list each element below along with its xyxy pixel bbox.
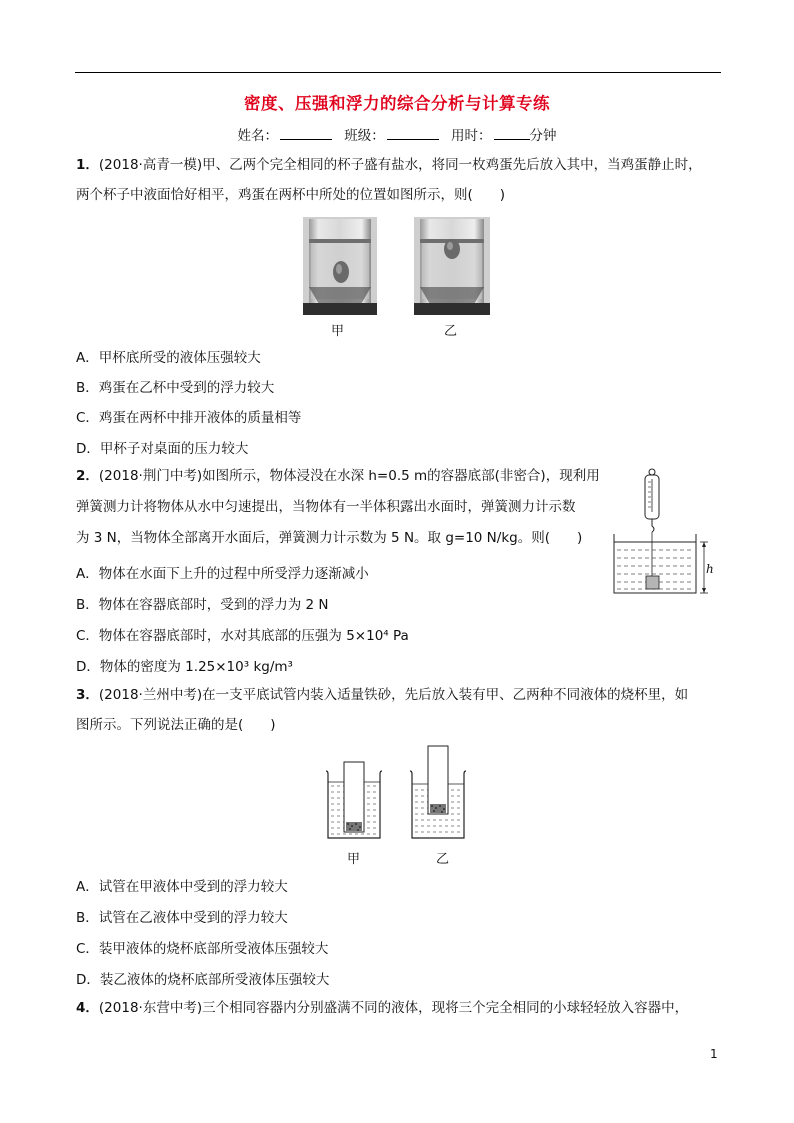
q1-number: 1． [76, 157, 99, 173]
header-rule [75, 72, 721, 73]
spring-scale-figure [612, 466, 718, 596]
page-title: 密度、压强和浮力的综合分析与计算专练 [244, 94, 550, 113]
q1-line1 [76, 156, 702, 174]
q2-option-d[interactable]: D．物体的密度为 1.25×10³ kg/m³ [76, 659, 293, 675]
q2-option-b[interactable]: B．物体在容器底部时，受到的浮力为 2 N [76, 597, 329, 613]
q3-number: 3． [76, 687, 99, 703]
q3-label-yi: 乙 [436, 852, 450, 867]
q4-text-1: (2018·东营中考)三个相同容器内分别盛满不同的液体，现将三个完全相同的小球轻轻放入容器中， [98, 1000, 689, 1016]
q1-text-1: (2018·高青一模)甲、乙两个完全相同的杯子盛有盐水，将同一枚鸡蛋先后放入其中，当鸡蛋静止时， [98, 157, 702, 173]
q3-line2: 图所示。下列说法正确的是( ) [76, 717, 276, 733]
time-unit: 分钟 [529, 128, 557, 144]
q2-number: 2． [76, 468, 99, 484]
q3-option-a[interactable]: A．试管在甲液体中受到的浮力较大 [76, 879, 288, 895]
q1-label-yi: 乙 [444, 324, 458, 339]
q1-option-d[interactable]: D．甲杯子对桌面的压力较大 [76, 441, 249, 457]
q2-line1 [76, 467, 600, 485]
q2-option-c[interactable]: C．物体在容器底部时，水对其底部的压强为 5×10⁴ Pa [76, 628, 409, 644]
class-blank[interactable] [387, 125, 439, 140]
q2-text-1: (2018·荆门中考)如图所示，物体浸没在水深 h=0.5 m的容器底部(非密合)，现利用 [98, 468, 600, 484]
q1-label-jia: 甲 [331, 324, 345, 339]
q3-option-b[interactable]: B．试管在乙液体中受到的浮力较大 [76, 910, 288, 926]
time-label: 用时： [451, 128, 492, 144]
beakers-figure [322, 744, 472, 844]
q4-number: 4． [76, 1000, 99, 1016]
q2-option-a[interactable]: A．物体在水面下上升的过程中所受浮力逐渐减小 [76, 566, 369, 582]
q2-line3: 为 3 N，当物体全部离开水面后，弹簧测力计示数为 5 N。取 g=10 N/kg。则( ) [76, 530, 583, 546]
glass-photo-jia [303, 217, 377, 315]
name-blank[interactable] [280, 125, 332, 140]
q3-option-c[interactable]: C．装甲液体的烧杯底部所受液体压强较大 [76, 941, 329, 957]
q1-line2: 两个杯子中液面恰好相平，鸡蛋在两杯中所处的位置如图所示，则( ) [76, 187, 506, 203]
q1-option-c[interactable]: C．鸡蛋在两杯中排开液体的质量相等 [76, 410, 302, 426]
q2-line2: 弹簧测力计将物体从水中匀速提出，当物体有一半体积露出水面时，弹簧测力计示数 [76, 499, 576, 515]
q3-text-1: (2018·兰州中考)在一支平底试管内装入适量铁砂，先后放入装有甲、乙两种不同液体的烧杯里，如 [98, 687, 689, 703]
depth-h-label: h [706, 562, 714, 576]
class-label: 班级： [344, 128, 385, 144]
time-blank[interactable] [494, 125, 530, 140]
q1-option-a[interactable]: A．甲杯底所受的液体压强较大 [76, 350, 261, 366]
student-info-line [0, 124, 794, 144]
name-label: 姓名： [237, 128, 278, 144]
page-number: 1 [710, 1047, 718, 1061]
q3-option-d[interactable]: D．装乙液体的烧杯底部所受液体压强较大 [76, 972, 330, 988]
q1-option-b[interactable]: B．鸡蛋在乙杯中受到的浮力较大 [76, 380, 275, 396]
q3-label-jia: 甲 [347, 852, 361, 867]
glass-photo-yi [414, 217, 490, 315]
q3-line1 [76, 686, 688, 704]
q4-line1 [76, 999, 688, 1017]
